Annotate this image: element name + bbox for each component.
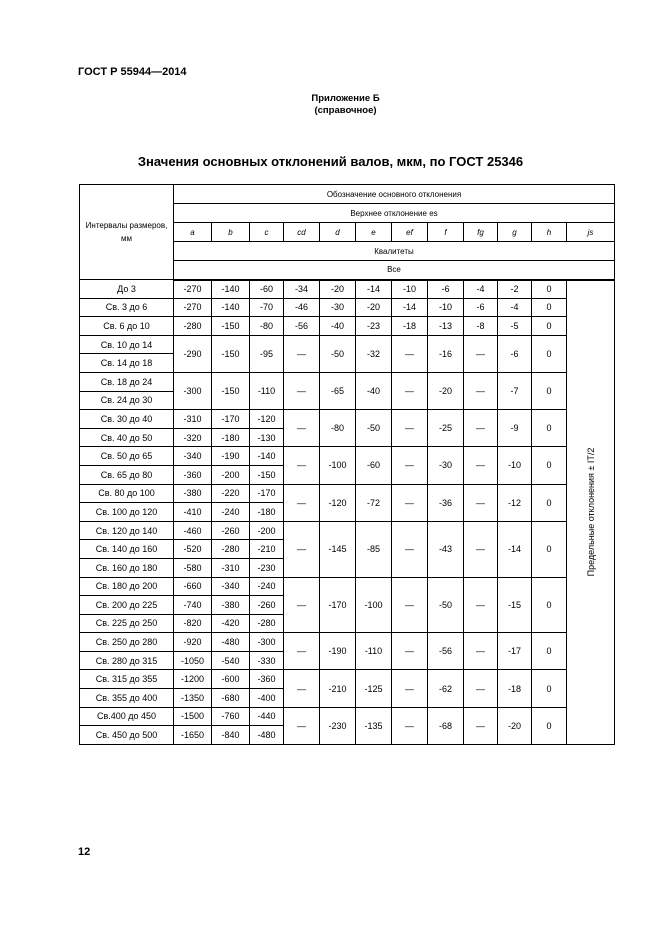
value-cell-e: -14 (356, 280, 392, 299)
value-cell-c: -140 (250, 447, 284, 466)
value-cell-h: 0 (532, 372, 567, 409)
value-cell-g: -6 (498, 335, 532, 372)
value-cell-a: -1050 (174, 651, 212, 670)
value-cell-c: -260 (250, 596, 284, 615)
value-cell-f: -43 (428, 521, 464, 577)
value-cell-b: -140 (212, 298, 250, 317)
js-tolerance-note: Предельные отклонения ± IT/2 (585, 447, 596, 577)
interval-cell: Св. 10 до 14 (80, 335, 174, 354)
interval-cell: Св. 18 до 24 (80, 372, 174, 391)
value-cell-h: 0 (532, 707, 567, 744)
value-cell-f: -13 (428, 317, 464, 336)
value-cell-c: -210 (250, 540, 284, 559)
value-cell-g: -2 (498, 280, 532, 299)
value-cell-b: -150 (212, 372, 250, 409)
value-cell-b: -380 (212, 596, 250, 615)
interval-cell: Св. 225 до 250 (80, 614, 174, 633)
interval-cell: Св. 3 до 6 (80, 298, 174, 317)
value-cell-cd: — (284, 410, 320, 447)
interval-cell: Св. 14 до 18 (80, 354, 174, 373)
value-cell-g: -9 (498, 410, 532, 447)
value-cell-c: -95 (250, 335, 284, 372)
value-cell-ef: -14 (392, 298, 428, 317)
table-row (80, 317, 615, 336)
value-cell-a: -380 (174, 484, 212, 503)
value-cell-e: -23 (356, 317, 392, 336)
intervals-header: Интервалы размеров, мм (80, 185, 174, 280)
value-cell-d: -230 (320, 707, 356, 744)
value-cell-ef: — (392, 633, 428, 670)
value-cell-g: -12 (498, 484, 532, 521)
value-cell-fg: — (464, 447, 498, 484)
value-cell-fg: -6 (464, 298, 498, 317)
interval-cell: Св. 250 до 280 (80, 633, 174, 652)
value-cell-a: -580 (174, 558, 212, 577)
value-cell-a: -320 (174, 428, 212, 447)
interval-cell: Св. 140 до 160 (80, 540, 174, 559)
value-cell-c: -130 (250, 428, 284, 447)
value-cell-d: -170 (320, 577, 356, 633)
value-cell-c: -230 (250, 558, 284, 577)
value-cell-e: -60 (356, 447, 392, 484)
value-cell-b: -840 (212, 726, 250, 745)
letter-f-header: f (428, 223, 464, 242)
value-cell-c: -110 (250, 372, 284, 409)
value-cell-b: -240 (212, 503, 250, 522)
interval-cell: Св. 6 до 10 (80, 317, 174, 336)
value-cell-a: -660 (174, 577, 212, 596)
value-cell-b: -600 (212, 670, 250, 689)
interval-cell: Св. 315 до 355 (80, 670, 174, 689)
value-cell-d: -100 (320, 447, 356, 484)
value-cell-c: -70 (250, 298, 284, 317)
value-cell-b: -150 (212, 317, 250, 336)
table-row (80, 410, 615, 429)
table-row (80, 633, 615, 652)
letter-e-header: e (356, 223, 392, 242)
value-cell-b: -310 (212, 558, 250, 577)
value-cell-f: -25 (428, 410, 464, 447)
all-qualities-header: Все (174, 261, 615, 280)
value-cell-ef: — (392, 707, 428, 744)
value-cell-a: -920 (174, 633, 212, 652)
letter-b-header: b (212, 223, 250, 242)
js-tolerance-cell (567, 280, 615, 745)
value-cell-f: -56 (428, 633, 464, 670)
value-cell-f: -6 (428, 280, 464, 299)
value-cell-cd: — (284, 335, 320, 372)
value-cell-c: -300 (250, 633, 284, 652)
interval-cell: Св. 120 до 140 (80, 521, 174, 540)
interval-cell: Св. 100 до 120 (80, 503, 174, 522)
value-cell-c: -360 (250, 670, 284, 689)
interval-cell: Св. 30 до 40 (80, 410, 174, 429)
interval-cell: Св. 450 до 500 (80, 726, 174, 745)
value-cell-fg: — (464, 707, 498, 744)
value-cell-b: -140 (212, 280, 250, 299)
value-cell-cd: — (284, 670, 320, 707)
letter-h-header: h (532, 223, 567, 242)
value-cell-h: 0 (532, 484, 567, 521)
value-cell-a: -340 (174, 447, 212, 466)
value-cell-d: -50 (320, 335, 356, 372)
value-cell-h: 0 (532, 447, 567, 484)
value-cell-c: -170 (250, 484, 284, 503)
letter-js-header: js (567, 223, 615, 242)
value-cell-e: -50 (356, 410, 392, 447)
value-cell-a: -310 (174, 410, 212, 429)
value-cell-ef: — (392, 577, 428, 633)
value-cell-h: 0 (532, 577, 567, 633)
value-cell-c: -80 (250, 317, 284, 336)
table-row (80, 335, 615, 354)
table-header (80, 185, 615, 280)
value-cell-ef: — (392, 521, 428, 577)
value-cell-g: -15 (498, 577, 532, 633)
value-cell-b: -420 (212, 614, 250, 633)
letter-d-header: d (320, 223, 356, 242)
value-cell-b: -340 (212, 577, 250, 596)
appendix-label: Приложение Б (311, 93, 380, 104)
value-cell-g: -4 (498, 298, 532, 317)
value-cell-ef: — (392, 447, 428, 484)
table-row (80, 484, 615, 503)
interval-cell: Св. 160 до 180 (80, 558, 174, 577)
value-cell-b: -200 (212, 465, 250, 484)
value-cell-b: -480 (212, 633, 250, 652)
value-cell-fg: — (464, 577, 498, 633)
value-cell-c: -480 (250, 726, 284, 745)
qualities-header: Квалитеты (174, 242, 615, 261)
value-cell-e: -85 (356, 521, 392, 577)
value-cell-a: -1350 (174, 689, 212, 708)
value-cell-c: -150 (250, 465, 284, 484)
value-cell-c: -200 (250, 521, 284, 540)
value-cell-e: -110 (356, 633, 392, 670)
value-cell-d: -210 (320, 670, 356, 707)
value-cell-f: -20 (428, 372, 464, 409)
value-cell-a: -1200 (174, 670, 212, 689)
value-cell-d: -40 (320, 317, 356, 336)
value-cell-b: -760 (212, 707, 250, 726)
value-cell-h: 0 (532, 298, 567, 317)
value-cell-h: 0 (532, 317, 567, 336)
value-cell-e: -100 (356, 577, 392, 633)
value-cell-d: -80 (320, 410, 356, 447)
interval-cell: Св. 24 до 30 (80, 391, 174, 410)
letter-g-header: g (498, 223, 532, 242)
interval-cell: Св. 200 до 225 (80, 596, 174, 615)
interval-cell: До 3 (80, 280, 174, 299)
value-cell-e: -125 (356, 670, 392, 707)
value-cell-ef: — (392, 372, 428, 409)
value-cell-c: -440 (250, 707, 284, 726)
value-cell-ef: -18 (392, 317, 428, 336)
value-cell-d: -190 (320, 633, 356, 670)
value-cell-a: -520 (174, 540, 212, 559)
value-cell-fg: -4 (464, 280, 498, 299)
value-cell-a: -270 (174, 280, 212, 299)
value-cell-b: -220 (212, 484, 250, 503)
table-row (80, 280, 615, 299)
value-cell-a: -460 (174, 521, 212, 540)
value-cell-f: -36 (428, 484, 464, 521)
value-cell-e: -32 (356, 335, 392, 372)
value-cell-g: -17 (498, 633, 532, 670)
value-cell-fg: — (464, 335, 498, 372)
value-cell-d: -120 (320, 484, 356, 521)
value-cell-a: -300 (174, 372, 212, 409)
value-cell-cd: — (284, 577, 320, 633)
value-cell-h: 0 (532, 521, 567, 577)
value-cell-a: -820 (174, 614, 212, 633)
value-cell-cd: — (284, 484, 320, 521)
value-cell-a: -270 (174, 298, 212, 317)
value-cell-e: -40 (356, 372, 392, 409)
value-cell-h: 0 (532, 335, 567, 372)
table-row (80, 670, 615, 689)
value-cell-a: -740 (174, 596, 212, 615)
letter-c-header: c (250, 223, 284, 242)
value-cell-h: 0 (532, 280, 567, 299)
value-cell-c: -330 (250, 651, 284, 670)
value-cell-fg: — (464, 521, 498, 577)
value-cell-e: -72 (356, 484, 392, 521)
value-cell-a: -1650 (174, 726, 212, 745)
value-cell-g: -18 (498, 670, 532, 707)
value-cell-a: -280 (174, 317, 212, 336)
value-cell-fg: — (464, 633, 498, 670)
value-cell-a: -410 (174, 503, 212, 522)
value-cell-ef: — (392, 335, 428, 372)
value-cell-b: -540 (212, 651, 250, 670)
value-cell-f: -50 (428, 577, 464, 633)
designation-header: Обозначение основного отклонения (174, 185, 615, 204)
letter-cd-header: cd (284, 223, 320, 242)
upper-deviation-header: Верхнее отклонение es (174, 204, 615, 223)
interval-cell: Св. 280 до 315 (80, 651, 174, 670)
value-cell-cd: — (284, 707, 320, 744)
table-row (80, 521, 615, 540)
value-cell-d: -20 (320, 280, 356, 299)
value-cell-b: -680 (212, 689, 250, 708)
value-cell-cd: — (284, 521, 320, 577)
document-number: ГОСТ Р 55944—2014 (78, 66, 187, 78)
interval-cell: Св. 65 до 80 (80, 465, 174, 484)
table-row (80, 707, 615, 726)
value-cell-cd: — (284, 633, 320, 670)
interval-cell: Св. 355 до 400 (80, 689, 174, 708)
letter-fg-header: fg (464, 223, 498, 242)
value-cell-c: -60 (250, 280, 284, 299)
value-cell-g: -10 (498, 447, 532, 484)
value-cell-b: -260 (212, 521, 250, 540)
value-cell-d: -30 (320, 298, 356, 317)
value-cell-fg: — (464, 670, 498, 707)
value-cell-b: -180 (212, 428, 250, 447)
value-cell-a: -360 (174, 465, 212, 484)
value-cell-c: -280 (250, 614, 284, 633)
table-body (80, 280, 615, 745)
value-cell-h: 0 (532, 410, 567, 447)
value-cell-fg: — (464, 484, 498, 521)
interval-cell: Св. 80 до 100 (80, 484, 174, 503)
value-cell-g: -5 (498, 317, 532, 336)
table-row (80, 577, 615, 596)
value-cell-f: -30 (428, 447, 464, 484)
value-cell-c: -240 (250, 577, 284, 596)
value-cell-a: -290 (174, 335, 212, 372)
value-cell-fg: -8 (464, 317, 498, 336)
value-cell-c: -180 (250, 503, 284, 522)
value-cell-fg: — (464, 410, 498, 447)
value-cell-h: 0 (532, 670, 567, 707)
value-cell-cd: -56 (284, 317, 320, 336)
value-cell-d: -65 (320, 372, 356, 409)
value-cell-c: -400 (250, 689, 284, 708)
value-cell-b: -150 (212, 335, 250, 372)
interval-cell: Св. 50 до 65 (80, 447, 174, 466)
value-cell-f: -10 (428, 298, 464, 317)
value-cell-c: -120 (250, 410, 284, 429)
deviations-table (79, 184, 615, 745)
value-cell-b: -280 (212, 540, 250, 559)
value-cell-ef: — (392, 670, 428, 707)
interval-cell: Св. 40 до 50 (80, 428, 174, 447)
value-cell-h: 0 (532, 633, 567, 670)
value-cell-f: -16 (428, 335, 464, 372)
appendix-note: (справочное) (314, 105, 377, 116)
letter-ef-header: ef (392, 223, 428, 242)
value-cell-cd: -34 (284, 280, 320, 299)
value-cell-cd: — (284, 372, 320, 409)
value-cell-ef: — (392, 410, 428, 447)
table-row (80, 298, 615, 317)
table-title: Значения основных отклонений валов, мкм, по ГОСТ 25346 (137, 154, 524, 169)
interval-cell: Св. 180 до 200 (80, 577, 174, 596)
value-cell-ef: -10 (392, 280, 428, 299)
value-cell-b: -190 (212, 447, 250, 466)
interval-cell: Св.400 до 450 (80, 707, 174, 726)
value-cell-cd: -46 (284, 298, 320, 317)
appendix-heading (0, 93, 661, 117)
page-number: 12 (78, 846, 91, 858)
value-cell-e: -135 (356, 707, 392, 744)
value-cell-f: -62 (428, 670, 464, 707)
value-cell-ef: — (392, 484, 428, 521)
table-row (80, 372, 615, 391)
value-cell-g: -20 (498, 707, 532, 744)
value-cell-fg: — (464, 372, 498, 409)
value-cell-g: -7 (498, 372, 532, 409)
letter-a-header: a (174, 223, 212, 242)
value-cell-b: -170 (212, 410, 250, 429)
table-row (80, 447, 615, 466)
value-cell-g: -14 (498, 521, 532, 577)
value-cell-d: -145 (320, 521, 356, 577)
value-cell-cd: — (284, 447, 320, 484)
value-cell-a: -1500 (174, 707, 212, 726)
value-cell-e: -20 (356, 298, 392, 317)
value-cell-f: -68 (428, 707, 464, 744)
